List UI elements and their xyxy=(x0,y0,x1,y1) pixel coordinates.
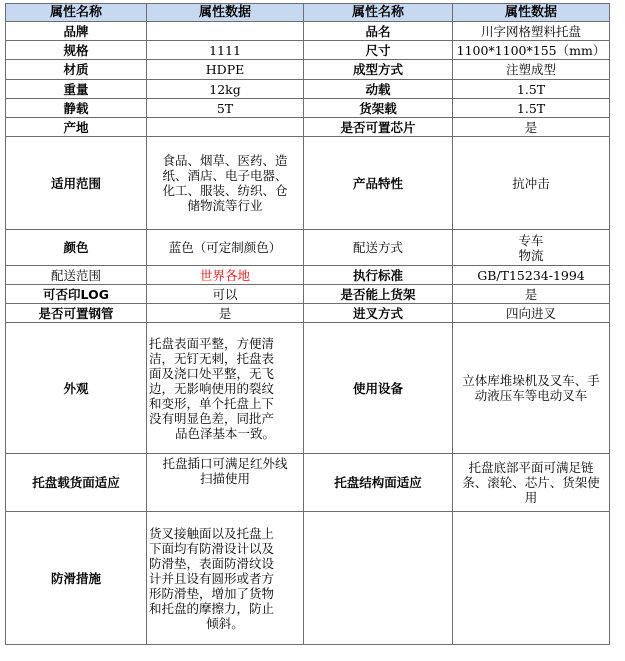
table-row xyxy=(6,137,610,230)
dynamic-load-value: 1.5T xyxy=(453,80,610,99)
header-attr-data: 属性数据 xyxy=(147,4,304,22)
structure-value: 托盘底部平面可满足链 条、滚轮、芯片、货架使 用 xyxy=(453,454,610,512)
chip-label: 是否可置芯片 xyxy=(304,118,453,137)
fork-entry-value: 四向进叉 xyxy=(453,304,610,323)
size-label: 尺寸 xyxy=(304,41,453,60)
product-name-value: 川字网格塑料托盘 xyxy=(453,22,610,41)
table-row xyxy=(6,60,610,80)
anti-slip-label: 防滑措施 xyxy=(6,512,147,645)
table-row xyxy=(6,512,610,645)
structure-label: 托盘结构面适应 xyxy=(304,454,453,512)
delivery-mode-label: 配送方式 xyxy=(304,230,453,266)
table-row xyxy=(6,454,610,512)
spec-value: 1111 xyxy=(147,41,304,60)
table-row xyxy=(6,22,610,41)
table-row xyxy=(6,41,610,60)
size-value: 1100*1100*155（mm） xyxy=(453,41,610,60)
header-attr-data: 属性数据 xyxy=(453,4,610,22)
product-spec-table xyxy=(5,3,610,645)
weight-label: 重量 xyxy=(6,80,147,99)
rack-load-value: 1.5T xyxy=(453,99,610,118)
shelf-label: 是否能上货架 xyxy=(304,285,453,304)
appearance-label: 外观 xyxy=(6,323,147,454)
table-row xyxy=(6,323,610,454)
table-row xyxy=(6,304,610,323)
material-value: HDPE xyxy=(147,60,304,80)
color-value: 蓝色（可定制颜色） xyxy=(147,230,304,266)
color-label: 颜色 xyxy=(6,230,147,266)
logo-print-label: 可否印LOG xyxy=(6,285,147,304)
empty-cell xyxy=(304,512,453,645)
product-name-label: 品名 xyxy=(304,22,453,41)
weight-value: 12kg xyxy=(147,80,304,99)
scope-label: 适用范围 xyxy=(6,137,147,230)
anti-slip-value: 货叉接触面以及托盘上 下面均有防滑设计以及 防滑垫，表面防滑纹设 计并且设有圆形或者方 形防滑垫，增加了货物 和托盘的摩擦力，防止 倾斜。 xyxy=(147,512,304,645)
molding-label: 成型方式 xyxy=(304,60,453,80)
load-surface-value: 托盘插口可满足红外线 扫描使用 xyxy=(147,454,304,512)
scope-value: 食品、烟草、医药、造 纸、酒店、电子电器、 化工、服装、纺织、仓 储物流等行业 xyxy=(147,137,304,230)
logo-print-value: 可以 xyxy=(147,285,304,304)
delivery-mode-value: 专车 物流 xyxy=(453,230,610,266)
equipment-value: 立体库堆垛机及叉车、手 动液压车等电动叉车 xyxy=(453,323,610,454)
fork-entry-label: 进叉方式 xyxy=(304,304,453,323)
feature-value: 抗冲击 xyxy=(453,137,610,230)
table-row xyxy=(6,266,610,285)
static-load-value: 5T xyxy=(147,99,304,118)
molding-value: 注塑成型 xyxy=(453,60,610,80)
table-header-row xyxy=(6,4,610,22)
delivery-range-label: 配送范围 xyxy=(6,266,147,285)
dynamic-load-label: 动载 xyxy=(304,80,453,99)
spec-label: 规格 xyxy=(6,41,147,60)
standard-label: 执行标准 xyxy=(304,266,453,285)
empty-cell xyxy=(453,512,610,645)
table-row xyxy=(6,118,610,137)
table-row xyxy=(6,230,610,266)
delivery-range-value: 世界各地 xyxy=(147,266,304,285)
static-load-label: 静载 xyxy=(6,99,147,118)
steel-tube-value: 是 xyxy=(147,304,304,323)
feature-label: 产品特性 xyxy=(304,137,453,230)
material-label: 材质 xyxy=(6,60,147,80)
load-surface-label: 托盘载货面适应 xyxy=(6,454,147,512)
appearance-value: 托盘表面平整，方便清 洁，无钉无刺，托盘表 面及浇口处平整，无飞 边，无影响使用的裂纹 和变形，单个托盘上下 没有明显色差，同批产 品色泽基本一致。 xyxy=(147,323,304,454)
table-row xyxy=(6,99,610,118)
table-row xyxy=(6,80,610,99)
brand-label: 品牌 xyxy=(6,22,147,41)
brand-value xyxy=(147,22,304,41)
standard-value: GB/T15234-1994 xyxy=(453,266,610,285)
steel-tube-label: 是否可置钢管 xyxy=(6,304,147,323)
shelf-value: 是 xyxy=(453,285,610,304)
rack-load-label: 货架载 xyxy=(304,99,453,118)
origin-label: 产地 xyxy=(6,118,147,137)
table-row xyxy=(6,285,610,304)
equipment-label: 使用设备 xyxy=(304,323,453,454)
chip-value: 是 xyxy=(453,118,610,137)
origin-value xyxy=(147,118,304,137)
header-attr-name: 属性名称 xyxy=(304,4,453,22)
header-attr-name: 属性名称 xyxy=(6,4,147,22)
